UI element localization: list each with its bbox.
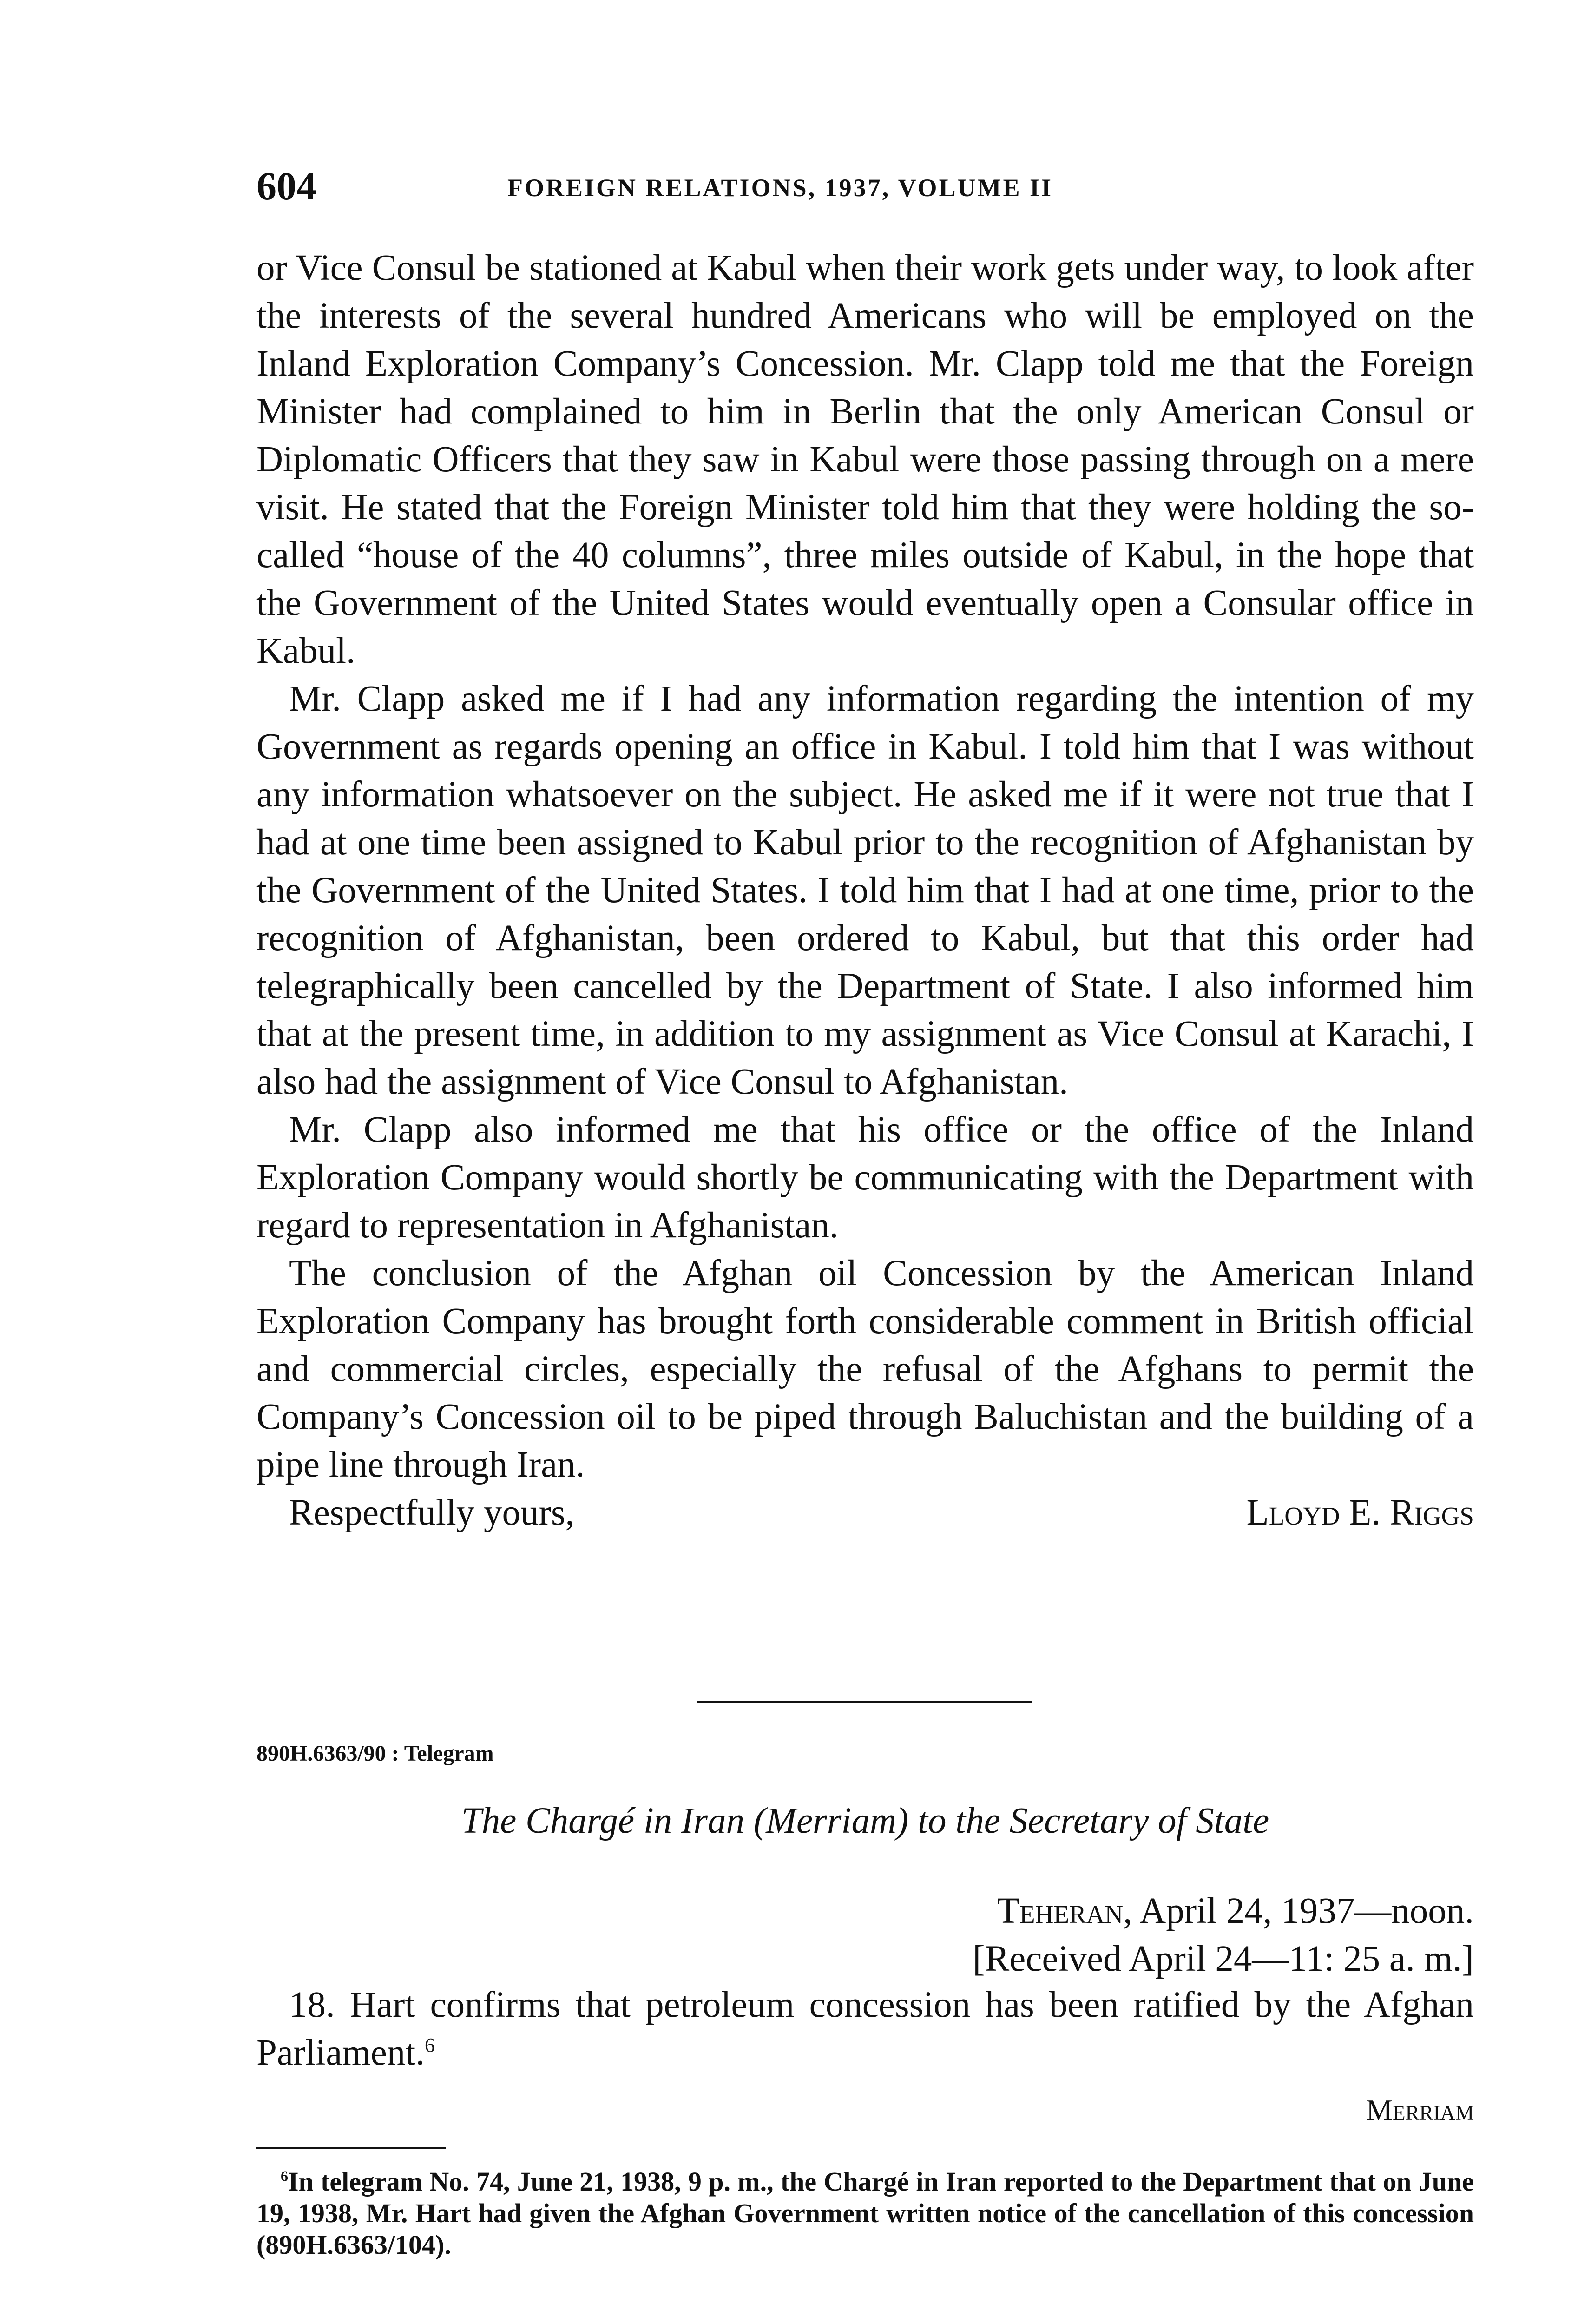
letter-paragraph-2: Mr. Clapp asked me if I had any information regarding the intention of my Government as regards opening an office in Kabul. I told him that I was without any information whatsoever on the subject. He asked me if it were not true that I had at one time been assigned to Kabul prior to the recognition of Afghanistan by the Government of the United States. I told him that I had at one time, prior to the recognition of Afghanistan, been ordered to Kabul, but that this order had telegraphically been cancelled by the Department of State. I also informed him that at the present time, in addition to my assignment as Vice Consul at Karachi, I also had the assignment of Vice Consul to Afghanistan. xyxy=(256,679,1474,1102)
letter-closing: Respectfully yours, xyxy=(289,1492,575,1533)
footnote xyxy=(256,2166,1474,2261)
footnote-reference: 6 xyxy=(424,2034,435,2057)
dateline-place: Teheran, xyxy=(997,1891,1132,1931)
footnote-marker: 6 xyxy=(281,2168,288,2185)
letter-signature: Lloyd E. Riggs xyxy=(1246,1492,1474,1533)
running-title: FOREIGN RELATIONS, 1937, VOLUME II xyxy=(507,174,1053,202)
footnote-divider xyxy=(256,2147,446,2149)
letter-paragraph-1: or Vice Consul be stationed at Kabul when their work gets under way, to look after the interests of the several hundred Americans who will be employed on the Inland Exploration Company’s Concession. Mr. Clapp told me that the Foreign Minister had complained to him in Berlin that the only American Consul or Diplomatic Officers that they saw in Kabul were those passing through on a mere visit. He stated that the Foreign Minister told him that they were holding the so-called “house of the 40 columns”, three miles outside of Kabul, in the hope that the Government of the United States would eventually open a Consular office in Kabul. xyxy=(256,248,1474,671)
footnote-text: In telegram No. 74, June 21, 1938, 9 p. m., the Chargé in Iran reported to the Department that on June 19, 1938, Mr. Hart had given the Afghan Government written notice of the cancellation of this concession (890H.6363/104). xyxy=(256,2166,1474,2260)
page-number: 604 xyxy=(256,164,316,208)
document-heading: The Chargé in Iran (Merriam) to the Secretary of State xyxy=(461,1801,1269,1841)
letter-paragraph-4: The conclusion of the Afghan oil Concession by the American Inland Exploration Company has brought forth considerable comment in British official and commercial circles, especially the refusal of the Afghans to permit the Company’s Concession oil to be piped through Baluchistan and the building of a pipe line through Iran. xyxy=(256,1253,1474,1485)
telegram-signature: Merriam xyxy=(1366,2093,1474,2126)
letter-closing-line xyxy=(256,1489,1474,1537)
dateline-sent xyxy=(256,1887,1474,1935)
telegram-text xyxy=(256,1981,1474,2077)
running-head xyxy=(256,163,1474,214)
section-divider xyxy=(697,1701,1032,1703)
letter-paragraph-3: Mr. Clapp also informed me that his office or the office of the Inland Exploration Company would shortly be communicating with the Department with regard to representation in Afghanistan. xyxy=(256,1109,1474,1246)
dateline-received: [Received April 24—11: 25 a. m.] xyxy=(973,1939,1474,1979)
dateline-date: April 24, 1937—noon. xyxy=(1139,1891,1474,1931)
file-reference: 890H.6363/90 : Telegram xyxy=(256,1741,494,1766)
dateline xyxy=(256,1887,1474,1983)
telegram-body: 18. Hart confirms that petroleum concession has been ratified by the Afghan Parliament. xyxy=(256,1985,1474,2073)
letter-body xyxy=(256,244,1474,1537)
